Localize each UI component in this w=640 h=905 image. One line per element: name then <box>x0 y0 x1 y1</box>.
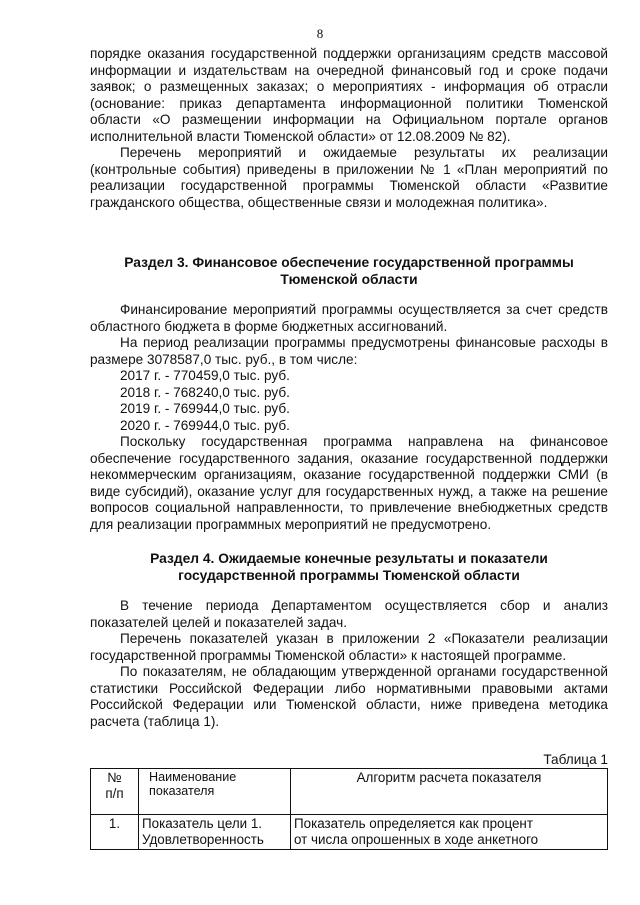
row-name <box>139 815 291 850</box>
year-item: 2020 г. - 769944,0 тыс. руб. <box>120 417 290 433</box>
row-algorithm <box>291 815 608 850</box>
section4-title <box>90 551 608 584</box>
table-header-row <box>91 769 608 815</box>
page-number: 8 <box>316 26 324 41</box>
section4-paragraph: Перечень показателей указан в приложении 2 «Показатели реализации государственной программы Тюменской области» к настоящей программе. <box>90 631 608 663</box>
year-item: 2017 г. - 770459,0 тыс. руб. <box>120 368 290 383</box>
section3-paragraph: На период реализации программы предусмотрены финансовые расходы в размере 3078587,0 тыс. руб., в том числе: <box>90 335 608 367</box>
row-name-line2: Удовлетворенность <box>142 832 264 847</box>
section3-paragraph: Финансирование мероприятий программы осуществляется за счет средств областного бюджета в форме бюджетных ассигнований. <box>90 302 608 334</box>
table-caption: Таблица 1 <box>543 752 608 767</box>
row-num: 1. <box>91 815 139 850</box>
section3-title-line2: Тюменской области <box>280 271 418 287</box>
section4-title-line2: государственной программы Тюменской области <box>178 567 520 583</box>
header-algorithm: Алгоритм расчета показателя <box>291 769 608 815</box>
header-num-line2: п/п <box>105 786 124 801</box>
header-num-line1: № <box>107 770 122 785</box>
year-item: 2019 г. - 769944,0 тыс. руб. <box>120 401 290 416</box>
header-name-line1: Наименование <box>149 770 237 784</box>
header-num <box>91 769 139 815</box>
section4-paragraph: По показателям, не обладающим утвержденной органами государственной статистики Российской Федерации либо нормативными правовыми актами Российской Федерации или Тюменской области, ниже приведена методика расчета (таблица 1). <box>90 664 608 729</box>
section3-title-line1: Раздел 3. Финансовое обеспечение государственной программы <box>124 255 574 270</box>
section3-paragraph: Поскольку государственная программа направлена на финансовое обеспечение государственного задания, оказание государственной поддержки некоммерческим организациям, оказание государственной поддержки СМИ (в виде субсидий), оказание услуг для государственных нужд, а также на решение вопросов социальной направленности, то привлечение внебюджетных средств для реализации программных мероприятий не предусмотрено. <box>90 434 608 532</box>
year-item: 2018 г. - 768240,0 тыс. руб. <box>120 384 290 400</box>
section3-title <box>90 255 608 288</box>
section4-paragraph: В течение периода Департаментом осуществляется сбор и анализ показателей целей и показателей задач. <box>90 598 608 630</box>
row-algorithm-line1: Показатель определяется как процент <box>294 816 533 831</box>
row-name-line1: Показатель цели 1. <box>142 816 263 831</box>
table-row <box>91 815 608 850</box>
header-name <box>139 769 291 815</box>
document-body <box>90 46 608 850</box>
intro-paragraph: порядке оказания государственной поддержки организациям средств массовой информации и издательствам на очередной финансовый год и сроке подачи заявок; о размещенных заказах; о мероприятиях - информация об отрасли (основание: приказ департамента информационной политики Тюменской области «О размещении информации на Официальном портале органов исполнительной власти Тюменской области» от 12.08.2009 № 82). <box>90 46 608 144</box>
intro-paragraph: Перечень мероприятий и ожидаемые результаты их реализации (контрольные события) приведены в приложении № 1 «План мероприятий по реализации государственной программы Тюменской области «Развитие гражданского общества, общественные связи и молодежная политика». <box>90 145 608 210</box>
row-algorithm-line2: от числа опрошенных в ходе анкетного <box>294 832 539 847</box>
indicator-table <box>90 768 608 850</box>
header-name-line2: показателя <box>149 784 215 798</box>
section4-title-line1: Раздел 4. Ожидаемые конечные результаты и показатели <box>150 551 548 566</box>
